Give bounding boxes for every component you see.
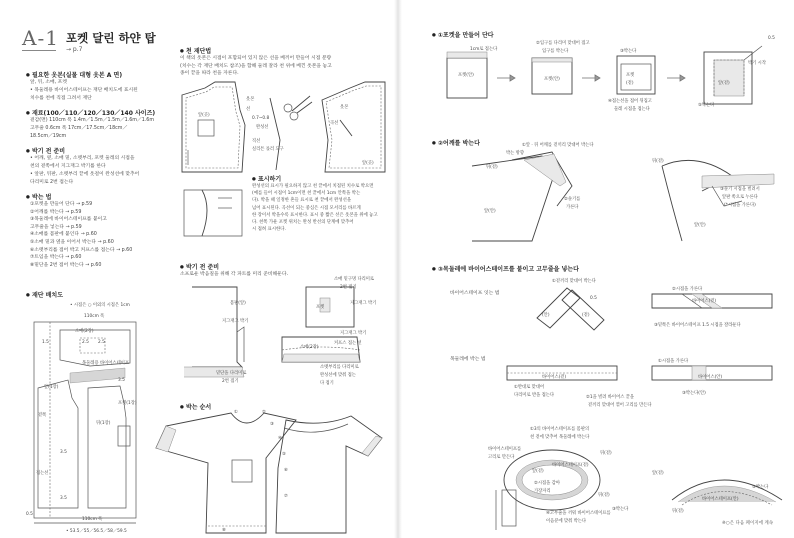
pre-sew-text: 소프로운 박음질을 위해 각 파트를 미리 준비해둔다. xyxy=(180,272,288,277)
bias-label: ①겉끼리 맞대어 박는다 xyxy=(552,279,596,284)
layout-label-front: 앞(1장) xyxy=(44,385,59,390)
pocket-label: 입구를 박는다 xyxy=(542,49,569,54)
pocket-label: 둘레 시접을 접는다 xyxy=(614,107,650,112)
materials-heading: ● 필요한 옷본(실물 대형 옷본 A 면) xyxy=(26,70,176,79)
fabric-section xyxy=(26,108,176,141)
bias-label: ③밑쪽은 바이어스테이프 1.5 시접을 잘라둔다 xyxy=(654,323,741,328)
fabric-line: 겉감(면) 110cm 폭 1.4m／1.5m／1.5m／1.6m／1.6m xyxy=(30,118,155,123)
pocket-label: ②입구를 다리미 맞대어 접고 xyxy=(536,41,590,46)
fabric-line: 18.5cm／19cm xyxy=(30,134,67,139)
pre-sew-label: 2번 접기 xyxy=(340,285,357,290)
pre-sew-label: 소매(2장) xyxy=(300,345,319,350)
materials-line: 치수를 천에 직접 그려서 재단 xyxy=(30,96,92,101)
layout-width-top: 110cm 폭 xyxy=(84,314,105,319)
right-page xyxy=(402,0,794,538)
order-num: ⑧ xyxy=(222,528,226,533)
shoulder-label: (*시접을 가른다) xyxy=(724,203,756,208)
cut-label: 옷본 xyxy=(340,105,349,110)
neck-label: ①3의 바이어스테이프를 몸판의 xyxy=(530,427,590,432)
cut-line: (치수는 각 재단 배치도 참조)을 합해 둘레 잘라 천 위에 베낀 옷본을 놓고 xyxy=(180,63,332,69)
layout-bottom-nums: • 53.5／55／56.5／58／59.5 xyxy=(66,529,127,534)
pre-sew-label: 2번 접기 xyxy=(222,379,239,384)
layout-dim: 0.5 xyxy=(26,512,33,517)
cut-label: 실리튼 롤러 도구 xyxy=(252,147,284,152)
neck-label: 바이어스(안) xyxy=(698,375,723,380)
steps-heading: ● 박는 법 xyxy=(26,192,176,201)
cut-label: 0.7~0.8 xyxy=(252,116,270,121)
layout-dim: 1.5 xyxy=(42,340,49,345)
neck-label: ①반대로 맞대어 xyxy=(514,385,545,390)
pre-sew-label: 지그재그 박기 xyxy=(222,319,249,324)
cut-label: 직선 xyxy=(252,139,261,144)
bias-label: 바이어스(겉) xyxy=(692,299,717,304)
layout-dim: 2.5 xyxy=(98,340,105,345)
shoulder-label: 뒤(겉) xyxy=(486,165,498,170)
cut-heading: ● 천 재단법 xyxy=(180,46,385,55)
prep-heading: ● 박기 전 준비 xyxy=(26,146,176,155)
neck-label: 고리로 만든다 xyxy=(488,455,515,460)
pre-sew-label: 다 접기 xyxy=(320,381,334,386)
step-item: ④소매를 몸판에 붙인다 → p.60 xyxy=(30,232,97,238)
neck-label: ②1을 벌려 바이어스 끝을 xyxy=(586,395,635,400)
order-num: ① xyxy=(234,410,238,415)
page-title: 포켓 달린 하얀 탑 xyxy=(66,31,156,45)
prep-line: 천의 겉쪽에서 지그재그 박기를 한다 xyxy=(30,164,106,169)
pre-sew-label: 몸판(앞) xyxy=(230,301,246,306)
neck-attach-subheading: 목둘레에 박는 법 xyxy=(450,357,486,362)
shoulder-label: ①앞 · 뒤 어깨를 겉끼리 맞대어 박는다 xyxy=(522,143,594,148)
pocket-label: 0.5 xyxy=(768,36,775,41)
cut-line: 종이 끝을 따라 천을 자른다. xyxy=(180,71,239,76)
neck-label: ③박는다(안) xyxy=(682,391,706,396)
cut-label: 앞(곳) xyxy=(198,113,210,118)
materials-line: 앞, 뒤, 소매, 포켓 xyxy=(30,80,67,85)
neck-label: 천 겉에 맞추어 목둘레에 박는다 xyxy=(530,435,590,440)
bias-label: (겉) xyxy=(582,313,590,318)
pre-sew-diagram xyxy=(182,282,387,392)
order-heading: ● 박는 순서 xyxy=(180,402,211,411)
neck-label: ③박는다 xyxy=(612,507,629,512)
shoulder-label: 박는 방향 xyxy=(506,151,524,156)
prep-line: 다리미로 2번 접는다 xyxy=(30,180,74,185)
pre-sew-label: 커프스 접는 선 xyxy=(334,341,362,346)
cut-label: 옷본 xyxy=(246,97,255,102)
page-ref: → p.7 xyxy=(66,46,83,53)
prep-line: • 앞판, 뒤판, 소맷부리 끝에 옷걸이 완성선에 맞추어 xyxy=(30,172,140,177)
order-num: ④ xyxy=(278,436,282,441)
neckline-heading: ● ③목둘레에 바이어스테이프를 붙이고 고무줄을 넣는다 xyxy=(432,264,579,273)
layout-heading: ● 재단 배치도 xyxy=(26,290,63,299)
mark-line: 다. 천쪽 가운 포켓 위치는 완성 반선의 단계에 맞추어 xyxy=(252,220,354,226)
mark-line: 완성선의 표시가 필요하지 않고 천 끝에서 치접된 치수로 박으면 xyxy=(252,184,374,189)
pocket-label: 포켓 xyxy=(626,73,635,78)
neck-label: 뒤(겉) xyxy=(672,509,684,514)
neck-label: ②시접을 감아 xyxy=(534,481,560,486)
cut-section xyxy=(180,46,385,78)
pre-sew-heading: ● 박기 전 준비 xyxy=(180,262,390,271)
layout-label-sleeve: 소매(2장) xyxy=(75,329,94,334)
materials-section xyxy=(26,70,176,103)
cut-label: 완성선 xyxy=(256,125,269,130)
pre-sew-label: 소매 밑구멍 다리미로 xyxy=(334,277,375,282)
layout-label-back: 뒤(1장) xyxy=(96,421,111,426)
layout-label-pocket: 포켓(1장) xyxy=(118,401,137,406)
step-item: ⑥소맷부리를 접어 박고 커프스를 접는다 → p.60 xyxy=(30,247,133,253)
neck-label: 바이어스테이프를 xyxy=(488,447,522,452)
step-item: ②어깨를 박는다 → p.59 xyxy=(30,209,82,215)
pocket-label: 앞(겉) xyxy=(718,81,730,86)
layout-dim: 3.5 xyxy=(118,378,125,383)
order-num: ⑦ xyxy=(284,494,288,499)
bias-join-subheading: 바이어스테이프 잇는 법 xyxy=(450,291,500,296)
step-item: ⑤소매 밑과 옆을 이어서 박는다 → p.60 xyxy=(30,239,114,245)
pre-sew-label: 완성선에 맞춰 접는 xyxy=(320,373,356,378)
shoulder-label: ②솔기를 xyxy=(564,197,581,202)
neck-label: 바이어스(겉) xyxy=(542,375,567,380)
left-page xyxy=(0,0,396,538)
pre-sew-label: 소맷부리를 다리미로 xyxy=(320,365,359,370)
prep-line: • 어깨, 옆, 소매 밑, 소맷부리, 포켓 둘레의 시접을 xyxy=(30,156,135,161)
layout-width-bottom: 110cm 폭 xyxy=(82,517,103,522)
cut-diagram xyxy=(180,80,390,180)
order-num: ⑤ xyxy=(282,452,286,457)
bias-label: 0.5 xyxy=(590,296,597,301)
mark-line: 시 접혀 표시한다. xyxy=(252,227,286,233)
neck-label: 이음분에 맞춰 박는다 xyxy=(546,519,587,524)
layout-dim: 3.5 xyxy=(60,496,67,501)
mark-line: 다). 박을 때 일정한 흔들 표시로 천 끝에서 완성선을 xyxy=(252,198,352,204)
cut-label: 선 xyxy=(246,107,251,112)
neck-label: 바이어스테이프(안) xyxy=(702,497,739,502)
step-item: ⑦트임을 박는다 → p.60 xyxy=(30,255,82,261)
mark-heading: ● 표시하기 xyxy=(252,174,392,183)
neck-label: 가장자리 xyxy=(534,489,551,494)
continued-note: ※○은 다음 페이지에 계속 xyxy=(722,521,774,526)
shoulder-label: 앞판 쪽으로 누른다 xyxy=(722,195,758,200)
cut-label: 앞(곳) xyxy=(362,161,374,166)
pre-sew-label: 밑단을 다리미로 xyxy=(216,371,247,376)
materials-line: • 목둘레용 바이어스테이프는 재단 배치도에 표시된 xyxy=(30,88,138,93)
shoulder-label: 앞(안) xyxy=(694,223,706,228)
layout-dim: 3.5 xyxy=(60,450,67,455)
pre-sew-label: 지그재그 박기 xyxy=(340,331,367,336)
cut-label: 곡선 xyxy=(330,121,339,126)
neck-label: ①시접을 가른다 xyxy=(658,359,689,364)
order-diagram xyxy=(146,408,386,536)
mark-line: 넘어 표시된다. 곡선이 되는 중심은 시접 모서리를 바르게 xyxy=(252,205,361,211)
layout-label-fold: 접는선 xyxy=(36,471,49,476)
neck-label: 뒤(겉) xyxy=(600,451,612,456)
code-underline xyxy=(22,50,56,51)
bias-label: ②시접을 가른다 xyxy=(672,287,703,292)
order-num: ② xyxy=(262,410,266,415)
shoulder-heading: ● ②어깨를 박는다 xyxy=(432,138,480,147)
neck-label: 다리미로 반을 접는다 xyxy=(514,393,555,398)
layout-diagram xyxy=(30,318,140,528)
neck-label: 바이어스테이프(겉) xyxy=(552,463,589,468)
shoulder-label: 가른다 xyxy=(566,205,579,210)
fabric-heading: ● 재료(100／110／120／130／140 사이즈) xyxy=(26,108,176,117)
prep-section xyxy=(26,146,176,187)
layout-label-right-side: 겉쪽 xyxy=(38,413,47,418)
mark-line: 한 장이서 박을수록 표시한다. 표시 중 짧은 선은 옷본을 위에 놓고 xyxy=(252,212,378,218)
bias-label: (안) xyxy=(542,313,550,318)
pocket-label: ④접는선을 접어 뒤집고 xyxy=(608,99,652,104)
neck-label: 앞(겉) xyxy=(652,471,664,476)
shoulder-label: ③솔기 시접을 벌려서 xyxy=(720,187,760,192)
pattern-code: A-1 xyxy=(22,26,59,50)
neck-label: 앞(겉) xyxy=(532,469,544,474)
pre-sew-label: 지그재그 박기 xyxy=(350,301,377,306)
step-item: ⑧밑단을 2번 접어 박는다 → p.60 xyxy=(30,262,102,268)
step-item: 고무줄을 넣는다 → p.59 xyxy=(30,224,82,230)
pocket-label: 포켓(안) xyxy=(458,73,474,78)
pocket-heading: ● ①포켓을 만들어 단다 xyxy=(432,30,494,39)
shoulder-label: 뒤(겉) xyxy=(652,159,664,164)
neck-label: ⑤박는다 xyxy=(752,485,769,490)
pocket-label: (겉) xyxy=(626,81,634,86)
mark-section xyxy=(252,174,392,233)
pocket-label: 박기 시작 xyxy=(748,61,766,66)
pocket-label: ③박는다 xyxy=(620,49,637,54)
neck-label: ④고무줄을 끼워 바이어스테이프를 xyxy=(546,511,611,516)
mark-line: (예를 들어 시접이 1cm이면 천 끝에서 1cm 안쪽을 박는 xyxy=(252,191,361,197)
layout-label-bias: 목둘레용 바이어스테이프 xyxy=(82,361,130,366)
pre-sew-label: 포켓 xyxy=(316,305,325,310)
layout-seam-note: • 시접은 ○ 이외의 시접은 1cm xyxy=(70,303,130,308)
mark-diagram xyxy=(182,188,244,238)
shoulder-label: 앞(안) xyxy=(484,209,496,214)
pocket-label: 1cm로 접는다 xyxy=(470,47,498,52)
order-num: ⑥ xyxy=(284,468,288,473)
neck-label: 겉끼리 맞대어 꺾어 고리를 만든다 xyxy=(588,403,652,408)
step-item: ③목둘레에 바이어스테이프를 붙이고 xyxy=(30,217,107,223)
order-num: ③ xyxy=(270,422,274,427)
fabric-line: 고무줄 0.6cm 폭 17cm／17.5cm／18cm／ xyxy=(30,126,128,131)
neck-label: 뒤(겉) xyxy=(598,493,610,498)
pocket-label: 포켓(안) xyxy=(544,77,560,82)
steps-section xyxy=(26,192,176,269)
cut-line: 이 책의 옷본은 시접이 포함되어 있지 않은 선을 베끼어 만들어 시접 분량 xyxy=(180,56,332,61)
bias-join-diagram xyxy=(532,278,787,338)
layout-dim: 2.5 xyxy=(82,340,89,345)
step-item: ①포켓을 만들어 단다 → p.59 xyxy=(30,202,93,207)
pocket-label: ⑤박는다 xyxy=(698,103,715,108)
